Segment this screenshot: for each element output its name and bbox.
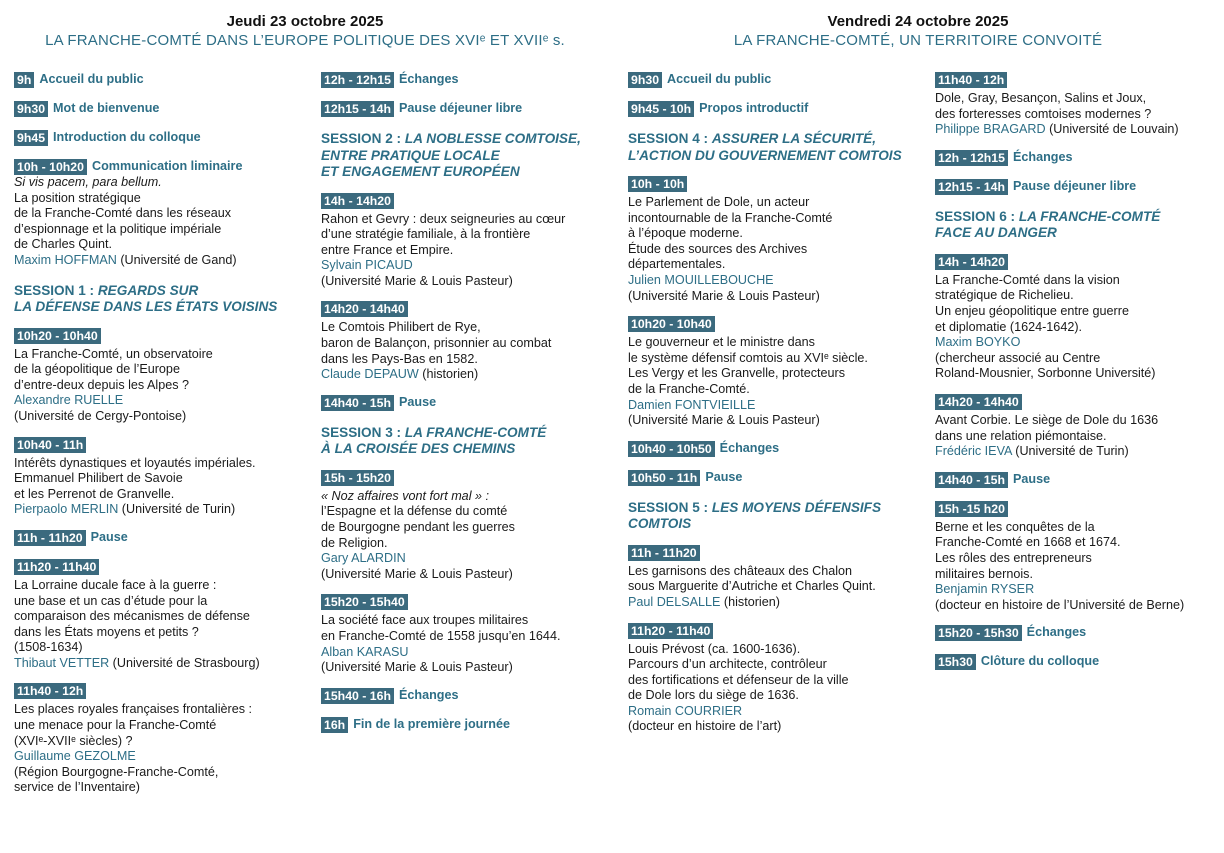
session-heading (321, 131, 613, 181)
time-badge: 14h40 - 15h (321, 395, 394, 411)
time-badge: 14h - 14h20 (935, 254, 1008, 270)
program-column-4 (935, 72, 1224, 683)
time-badge: 10h20 - 10h40 (628, 316, 715, 332)
item-label: Pause (90, 529, 128, 544)
time-badge: 14h - 14h20 (321, 193, 394, 209)
time-badge: 15h20 - 15h30 (935, 625, 1022, 641)
talk-line: Les Vergy et les Granvelle, protecteurs (628, 366, 846, 381)
time-badge: 10h20 - 10h40 (14, 328, 101, 344)
time-badge: 14h20 - 14h40 (935, 394, 1022, 410)
talk-line: Berne et les conquêtes de la (935, 519, 1095, 534)
speaker-name: Benjamin RYSER (935, 582, 1035, 597)
item-label: Introduction du colloque (53, 130, 201, 144)
program-column-3 (628, 72, 924, 747)
talk-line: Les garnisons des châteaux des Chalon (628, 563, 853, 578)
talk-line: et diplomatie (1624-1642). (935, 319, 1083, 334)
session-title: LES MOYENS DÉFENSIFS (711, 499, 882, 515)
program-item (14, 101, 304, 117)
talk-line: le système défensif comtois au XVIᵉ siècle. (628, 350, 868, 365)
session-title: LA NOBLESSE COMTOISE, (404, 131, 581, 146)
talk-line: Intérêts dynastiques et loyautés impériales. (14, 455, 256, 470)
program-item (628, 441, 924, 457)
program-column-1 (14, 72, 304, 808)
talk-line: départementales. (628, 257, 726, 272)
talk-line: incontournable de la Franche-Comté (628, 210, 833, 225)
time-badge: 15h30 (935, 654, 976, 670)
time-badge: 12h15 - 14h (935, 179, 1008, 195)
speaker (935, 122, 1224, 138)
session-number: SESSION 1 : (14, 282, 98, 298)
speaker-affiliation: (Université de Turin) (1011, 444, 1129, 459)
program-item (628, 470, 924, 486)
talk-line: Parcours d’un architecte, contrôleur (628, 657, 827, 672)
speaker (935, 444, 1224, 460)
talk-line: Le Comtois Philibert de Rye, (321, 320, 481, 335)
time-badge: 9h45 (14, 130, 48, 146)
item-label: Propos introductif (699, 101, 809, 115)
speaker-name: Guillaume GEZOLME (14, 749, 136, 764)
day-date: Vendredi 24 octobre 2025 (827, 13, 1009, 30)
talk-line: Étude des sources des Archives (628, 241, 808, 256)
speaker-name: Maxim HOFFMAN (14, 252, 117, 267)
speaker (628, 595, 924, 611)
program-item (628, 316, 924, 429)
time-badge: 11h20 - 11h40 (14, 559, 99, 575)
time-badge: 9h (14, 72, 34, 88)
speaker-affiliation: (Université de Strasbourg) (109, 655, 260, 670)
talk-line: Dole, Gray, Besançon, Salins et Joux, (935, 91, 1147, 105)
time-badge: 9h30 (14, 101, 48, 117)
talk-line: une base et un cas d’étude pour la (14, 593, 208, 608)
talk-line: dans les Pays-Bas en 1582. (321, 351, 478, 366)
speaker-affiliation: (Université Marie & Louis Pasteur) (321, 566, 513, 581)
talk-line: des forteresses comtoises modernes ? (935, 106, 1152, 121)
talk-line: d’espionnage et la politique impériale (14, 221, 222, 236)
time-badge: 12h15 - 14h (321, 101, 394, 117)
program-item (14, 559, 304, 672)
item-label: Accueil du public (667, 72, 772, 86)
talk-line: entre France et Empire. (321, 242, 454, 257)
talk-line: dans les États moyens et petits ? (14, 624, 199, 639)
day-header-friday (612, 12, 1224, 50)
program-item (935, 254, 1224, 382)
program-item (321, 717, 613, 733)
talk-line: La Lorraine ducale face à la guerre : (14, 577, 217, 592)
program-item (935, 625, 1224, 641)
speaker-affiliation: (chercheur associé au Centre (935, 350, 1101, 365)
talk-line: Franche-Comté en 1668 et 1674. (935, 535, 1121, 550)
time-badge: 12h - 12h15 (321, 72, 394, 88)
speaker-affiliation: (Université Marie & Louis Pasteur) (321, 660, 513, 675)
speaker-name: Claude DEPAUW (321, 367, 419, 382)
time-badge: 15h40 - 16h (321, 688, 394, 704)
talk-line: militaires bernois. (935, 566, 1033, 581)
program-item (935, 654, 1224, 670)
talk-line: l’Espagne et la défense du comté (321, 504, 508, 519)
item-label: Échanges (1026, 625, 1087, 640)
speaker-affiliation: (Université de Louvain) (1045, 122, 1179, 137)
time-badge: 15h - 15h20 (321, 470, 394, 486)
program-item (321, 470, 613, 583)
speaker-name: Alban KARASU (321, 644, 409, 659)
talk-line: de la Franche-Comté. (628, 381, 750, 396)
item-label: Pause déjeuner libre (1013, 178, 1137, 193)
session-number: SESSION 2 : (321, 131, 405, 146)
program-item (628, 623, 924, 736)
session-heading (14, 283, 304, 316)
speaker-affiliation: service de l’Inventaire) (14, 780, 140, 795)
program-item (14, 530, 304, 546)
program-item (14, 159, 304, 269)
session-title-line: ENTRE PRATIQUE LOCALE (321, 147, 500, 163)
item-label: Clôture du colloque (980, 654, 1100, 669)
program-item (14, 130, 304, 146)
session-title-line: À LA CROISÉE DES CHEMINS (321, 441, 516, 457)
session-number: SESSION 6 : (935, 208, 1019, 224)
speaker-name: Thibaut VETTER (14, 655, 110, 670)
talk-line: stratégique de Richelieu. (935, 288, 1074, 303)
program-item (14, 683, 304, 796)
talk-line: Un enjeu géopolitique entre guerre (935, 303, 1129, 318)
talk-subtitle: Si vis pacem, para bellum. (14, 175, 162, 189)
talk-line: d’entre-deux depuis les Alpes ? (14, 377, 190, 392)
time-badge: 16h (321, 717, 348, 733)
time-badge: 11h20 - 11h40 (628, 623, 713, 639)
talk-line: de Religion. (321, 535, 388, 550)
talk-line: Avant Corbie. Le siège de Dole du 1636 (935, 412, 1159, 427)
session-title-line: LA DÉFENSE DANS LES ÉTATS VOISINS (14, 299, 278, 315)
talk-line: Les places royales françaises frontalières : (14, 702, 252, 717)
time-badge: 11h40 - 12h (935, 72, 1007, 88)
speaker-affiliation: (historien) (720, 594, 780, 609)
session-title-line: FACE AU DANGER (935, 225, 1057, 241)
talk-line: des fortifications et défenseur de la ville (628, 672, 849, 687)
session-title: ASSURER LA SÉCURITÉ, (711, 131, 877, 146)
program-item (935, 501, 1224, 614)
talk-line: Rahon et Gevry : deux seigneuries au cœur (321, 211, 566, 226)
speaker (14, 502, 304, 518)
speaker-name: Julien MOUILLEBOUCHE (628, 272, 774, 287)
speaker-affiliation: (docteur en histoire de l’art) (628, 719, 782, 734)
talk-line: de la Franche-Comté dans les réseaux (14, 206, 232, 221)
time-badge: 10h - 10h20 (14, 159, 87, 175)
item-label: Pause (705, 469, 743, 484)
session-title-line: L’ACTION DU GOUVERNEMENT COMTOIS (628, 147, 902, 163)
talk-line: d’une stratégie familiale, à la frontière (321, 227, 531, 242)
session-title-line: COMTOIS (628, 516, 692, 532)
time-badge: 9h45 - 10h (628, 101, 694, 117)
program-item (935, 72, 1224, 138)
session-number: SESSION 3 : (321, 424, 405, 440)
speaker-name: Damien FONTVIEILLE (628, 397, 756, 412)
session-title: LA FRANCHE-COMTÉ (1018, 208, 1161, 224)
session-number: SESSION 5 : (628, 499, 712, 515)
speaker-name: Frédéric IEVA (935, 444, 1012, 459)
speaker-name: Philippe BRAGARD (935, 122, 1046, 137)
time-badge: 10h - 10h (628, 176, 687, 192)
time-badge: 11h - 11h20 (628, 545, 700, 561)
item-label: Mot de bienvenue (53, 101, 160, 115)
talk-line: comparaison des mécanismes de défense (14, 609, 250, 624)
item-label: Pause (1013, 471, 1051, 486)
program-item (935, 394, 1224, 460)
speaker-affiliation: Roland-Mousnier, Sorbonne Université) (935, 366, 1156, 381)
talk-line: une menace pour la Franche-Comté (14, 718, 217, 733)
talk-line: baron de Balançon, prisonnier au combat (321, 336, 552, 351)
talk-line: de Bourgogne pendant les guerres (321, 520, 515, 535)
speaker-name: Pierpaolo MERLIN (14, 502, 119, 517)
day-theme: LA FRANCHE-COMTÉ, UN TERRITOIRE CONVOITÉ (733, 32, 1103, 49)
time-badge: 15h -15 h20 (935, 501, 1008, 517)
time-badge: 9h30 (628, 72, 662, 88)
speaker-name: Alexandre RUELLE (14, 393, 124, 408)
speaker-name: Gary ALARDIN (321, 551, 406, 566)
time-badge: 11h40 - 12h (14, 683, 86, 699)
speaker (321, 367, 613, 383)
speaker-affiliation: (Université Marie & Louis Pasteur) (321, 273, 513, 288)
item-label: Échanges (1013, 149, 1073, 164)
session-title: LA FRANCHE-COMTÉ (404, 424, 547, 440)
time-badge: 14h20 - 14h40 (321, 301, 408, 317)
speaker-name: Maxim BOYKO (935, 335, 1021, 350)
time-badge: 12h - 12h15 (935, 150, 1008, 166)
program-item (628, 176, 924, 304)
item-label: Communication liminaire (92, 159, 243, 173)
item-label: Fin de la première journée (353, 716, 510, 731)
talk-line: de Charles Quint. (14, 237, 113, 252)
program-item (14, 328, 304, 425)
program-item (321, 688, 613, 704)
talk-subtitle: « Noz affaires vont fort mal » : (321, 488, 489, 503)
item-label: Échanges (399, 687, 459, 702)
program-item (321, 395, 613, 411)
program-item (321, 594, 613, 675)
program-item (321, 72, 613, 88)
talk-line: dans une relation piémontaise. (935, 428, 1107, 443)
program-item (935, 472, 1224, 488)
time-badge: 10h40 - 11h (14, 437, 86, 453)
item-label: Échanges (399, 72, 459, 86)
talk-line: à l’époque moderne. (628, 226, 743, 241)
talk-line: en Franche-Comté de 1558 jusqu’en 1644. (321, 629, 561, 643)
session-heading (628, 500, 924, 533)
time-badge: 10h40 - 10h50 (628, 441, 715, 457)
day-header-thursday (0, 12, 610, 50)
speaker-affiliation: (docteur en histoire de l’Université de Berne) (935, 597, 1185, 612)
speaker (14, 656, 304, 672)
time-badge: 11h - 11h20 (14, 530, 86, 546)
speaker (14, 253, 304, 269)
speaker-affiliation: (historien) (418, 367, 479, 382)
speaker-affiliation: (Université de Gand) (116, 252, 237, 267)
talk-line: (XVIᵉ-XVIIᵉ siècles) ? (14, 733, 133, 748)
program-item (935, 150, 1224, 166)
talk-line: Louis Prévost (ca. 1600-1636). (628, 641, 801, 656)
talk-line: La société face aux troupes militaires (321, 613, 529, 628)
day-theme: LA FRANCHE-COMTÉ DANS L’EUROPE POLITIQUE DES XVIᵉ ET XVIIᵉ s. (45, 32, 565, 49)
speaker-affiliation: (Région Bourgogne-Franche-Comté, (14, 764, 219, 779)
speaker-name: Romain COURRIER (628, 703, 743, 718)
program-item (935, 179, 1224, 195)
talk-line: Les rôles des entrepreneurs (935, 550, 1092, 565)
talk-line: sous Marguerite d’Autriche et Charles Quint. (628, 579, 876, 594)
speaker-affiliation: (Université de Turin) (118, 502, 236, 517)
session-title-line: ET ENGAGEMENT EUROPÉEN (321, 164, 520, 179)
talk-line: La position stratégique (14, 190, 141, 205)
session-title: REGARDS SUR (97, 282, 199, 298)
item-label: Pause déjeuner libre (399, 101, 523, 115)
item-label: Accueil du public (39, 72, 144, 86)
program-item (14, 437, 304, 518)
talk-line: La Franche-Comté, un observatoire (14, 346, 213, 361)
program-item (321, 301, 613, 382)
program-column-2 (321, 72, 613, 746)
speaker-name: Paul DELSALLE (628, 594, 721, 609)
talk-line: de la géopolitique de l’Europe (14, 362, 180, 377)
program-item (628, 545, 924, 611)
day-date: Jeudi 23 octobre 2025 (226, 13, 384, 30)
program-item (628, 101, 924, 117)
time-badge: 10h50 - 11h (628, 470, 700, 486)
speaker-affiliation: (Université Marie & Louis Pasteur) (628, 288, 820, 303)
session-heading (935, 209, 1224, 242)
session-heading (321, 425, 613, 458)
talk-line: Emmanuel Philibert de Savoie (14, 471, 183, 486)
time-badge: 15h20 - 15h40 (321, 594, 408, 610)
speaker-name: Sylvain PICAUD (321, 258, 413, 273)
talk-line: Le Parlement de Dole, un acteur (628, 195, 810, 209)
talk-line: La Franche-Comté dans la vision (935, 272, 1120, 287)
item-label: Pause (399, 394, 437, 409)
program-item (321, 193, 613, 290)
talk-line: Le gouverneur et le ministre dans (628, 335, 815, 350)
item-label: Échanges (719, 440, 780, 455)
session-number: SESSION 4 : (628, 131, 712, 146)
talk-line: de Dole lors du siège de 1636. (628, 688, 799, 703)
session-heading (628, 131, 924, 164)
speaker-affiliation: (Université de Cergy-Pontoise) (14, 408, 187, 423)
program-item (321, 101, 613, 117)
speaker-affiliation: (Université Marie & Louis Pasteur) (628, 413, 820, 428)
time-badge: 14h40 - 15h (935, 472, 1008, 488)
program-item (628, 72, 924, 88)
talk-line: et les Perrenot de Granvelle. (14, 486, 175, 501)
talk-line: (1508-1634) (14, 640, 83, 655)
program-item (14, 72, 304, 88)
